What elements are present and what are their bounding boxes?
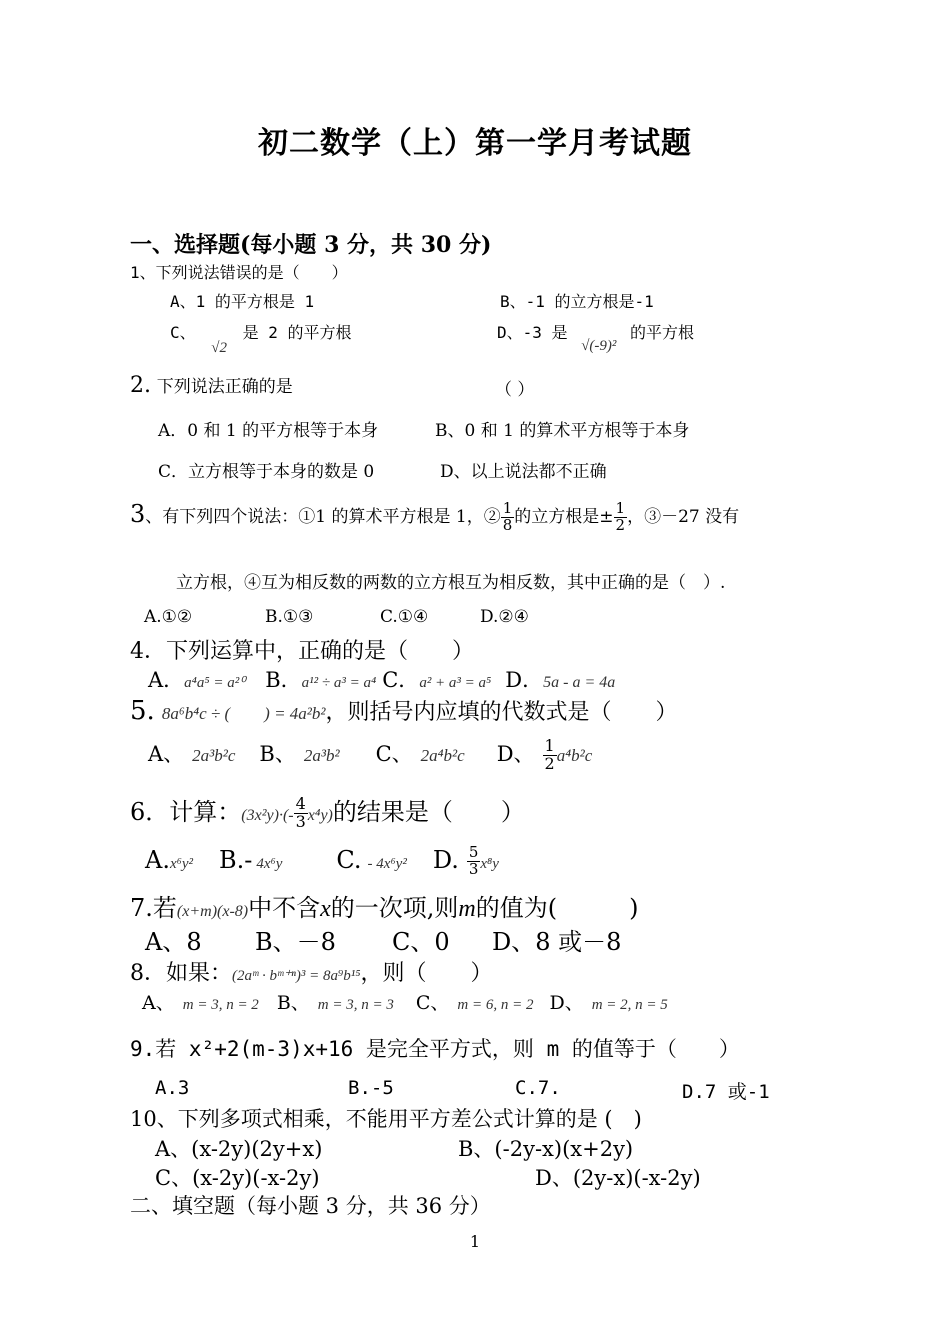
q6-option-d-frac-num: 5 [468,843,479,861]
q4-option-b-label: B． [265,668,302,692]
q5-option-d-frac-num: 1 [544,736,555,756]
q8-option-a-math: m = 3, n = 2 [182,997,259,1013]
q7-option-b: B、－8 [255,928,336,956]
q10-stem: 10、下列多项式相乘，不能用平方差公式计算的是 ( ) [130,1107,642,1131]
q1-option-c-text: 是 2 的平方根 [242,323,352,342]
section-heading-choice: 一、选择题(每小题 3 分，共 30 分) [130,232,492,258]
q1-option-b: B、-1 的立方根是-1 [500,292,654,311]
q3-fraction-1-num: 1 [502,499,513,518]
q8-options [142,988,668,1015]
q7-var-x: x [320,896,331,922]
q6-option-a-math: x⁶y² [169,855,193,872]
q5-option-d-math: a⁴b²c [556,746,593,765]
q4-option-c-math: a² + a³ = a⁵ [419,675,492,691]
q2-option-c: C．立方根等于本身的数是 0 [158,462,375,482]
q4-options [148,664,615,694]
q8-option-c-label: C、 [415,992,450,1014]
q5-math: 8a⁶b⁴c ÷ ( ) = 4a²b² [161,704,326,723]
q6-option-d-frac-den: 3 [468,859,479,878]
q7-option-d: D、8 或－8 [492,928,622,956]
q3-line1 [130,500,739,534]
q1-stem: 1、下列说法错误的是（ ） [130,263,348,282]
q1-option-d-text: 的平方根 [630,323,695,342]
q7-stem [130,888,638,923]
page-number: 1 [469,1232,481,1251]
q8-option-d-math: m = 2, n = 5 [591,997,668,1013]
q3-fraction-one-eighth [501,501,515,534]
q7-math: (x+m)(x-8) [176,903,249,920]
q7-label: 7.若 [130,894,177,922]
q5-text: ，则括号内应填的代数式是（ ） [325,700,678,725]
q6-stem [130,792,525,831]
q6-frac-num: 4 [295,794,306,814]
q3-number: 3 [130,500,146,528]
q8-option-a-label: A、 [142,992,175,1014]
q5-option-d-label: D、 [496,742,535,766]
q6-option-c-math: - 4x⁶y² [367,855,407,872]
section-heading-fill-in: 二、填空题（每小题 3 分，共 36 分） [130,1194,491,1218]
q8-option-d-label: D、 [549,992,584,1014]
q5-stem [130,695,678,726]
q1-option-c-label: C、 [170,323,196,342]
q1-option-d-math: √(-9)² [581,338,617,354]
q3-fraction-1-den: 8 [502,516,513,534]
q3-text-c: ，③－27 没有 [627,507,740,527]
q4-option-b-math: a¹² ÷ a³ = a⁴ [301,675,377,691]
q6-fraction [294,796,308,831]
q8-text: ，则（ ） [360,961,493,986]
q5-number: 5. [130,696,155,726]
q7-text-b: 的一次项,则 [330,894,459,922]
q6-option-b-label: B.- [219,845,253,874]
q3-fraction-one-half [614,501,628,534]
q6-options [145,845,499,878]
q2-text: 下列说法正确的是 [156,377,293,397]
q8-stem [130,956,492,987]
q8-label: 8．如果： [130,961,232,986]
q2-option-a: A．0 和 1 的平方根等于本身 [158,421,379,441]
q1-option-c-math: √2 [211,340,228,356]
q4-option-d-label: D． [505,668,544,692]
q7-text-a: 中不含 [248,894,321,922]
q8-math: (2aᵐ · bᵐ⁺ⁿ)³ = 8a⁹b¹⁵ [232,968,361,984]
q9-option-a: A.3 [155,1077,190,1099]
q4-option-a-math: a⁴a⁵ = a²⁰ [184,675,246,691]
q7-var-m: m [458,896,476,922]
page-title: 初二数学（上）第一学月考试题 [258,126,692,161]
q4-option-d-math: 5a - a = 4a [543,674,616,691]
q6-label: 6．计算： [130,798,242,826]
q3-line2: 立方根，④互为相反数的两数的立方根互为相反数，其中正确的是（ ）. [176,573,726,593]
q8-option-b-label: B、 [276,992,310,1014]
q3-fraction-2-den: 2 [615,516,626,534]
q8-option-b-math: m = 3, n = 3 [317,997,394,1013]
q3-option-a: A.①② [144,607,193,627]
q3-text-a: 、有下列四个说法：①1 的算术平方根是 1，② [145,507,501,527]
q10-option-c: C、(x-2y)(-x-2y) [155,1166,320,1190]
q4-option-a-label: A． [148,668,185,692]
q3-fraction-2-num: 1 [615,499,626,518]
q6-option-d-label: D. [432,845,459,874]
q3-text-b: 的立方根是± [514,507,614,527]
q9-option-c: C.7. [515,1077,561,1099]
q10-option-a: A、(x-2y)(2y+x) [155,1137,323,1161]
q6-text: 的结果是（ ） [332,798,525,826]
q3-option-c: C.①④ [380,607,429,627]
q8-option-c-math: m = 6, n = 2 [457,997,534,1013]
q5-option-d-frac-den: 2 [544,754,555,773]
q7-option-a: A、8 [145,928,202,956]
q5-option-b-label: B、 [259,742,296,766]
q7-text-c: 的值为( ) [475,894,639,922]
q9-option-d: D.7 或-1 [682,1081,770,1103]
q2-number: 2. [130,373,151,398]
q4-option-c-label: C． [382,668,420,692]
q1-option-a: A、1 的平方根是 1 [170,292,315,311]
q6-option-d-math: x⁸y [480,855,499,872]
q3-option-d: D.②④ [480,607,529,627]
q5-options [148,738,592,773]
q6-option-b-math: 4x⁶y [256,855,283,872]
q2-answer-paren: （ ） [495,380,535,400]
q7-option-c: C、0 [392,928,450,956]
q1-option-d-label: D、-3 是 [497,323,568,342]
q6-option-c-label: C. [336,845,362,874]
q10-option-d: D、(2y-x)(-x-2y) [535,1166,701,1190]
q5-option-d-fraction [543,738,557,773]
q10-option-b: B、(-2y-x)(x+2y) [458,1137,634,1161]
q5-option-b-math: 2a³b² [303,746,340,765]
q5-option-a-label: A、 [148,742,185,766]
q6-math-b: x⁴y) [307,807,333,824]
q4-stem: 4．下列运算中，正确的是（ ） [130,639,474,664]
q2-option-b: B、0 和 1 的算术平方根等于本身 [435,421,690,441]
q6-frac-den: 3 [295,812,306,831]
q1-option-c [170,320,352,356]
q6-math-a: (3x²y)·(- [241,807,294,824]
q9-stem: 9.若 x²+2(m-3)x+16 是完全平方式，则 m 的值等于（ ） [130,1037,740,1061]
q2-option-d: D、以上说法都不正确 [440,462,607,482]
q2-stem [130,372,293,398]
q6-option-a-label: A. [145,845,170,874]
q1-option-d [497,320,695,354]
q9-option-b: B.-5 [348,1077,394,1099]
q5-option-a-math: 2a³b²c [192,746,236,765]
q5-option-c-label: C、 [375,742,413,766]
q3-option-b: B.①③ [265,607,314,627]
q6-option-d-fraction [467,845,481,878]
q5-option-c-math: 2a⁴b²c [420,746,465,765]
